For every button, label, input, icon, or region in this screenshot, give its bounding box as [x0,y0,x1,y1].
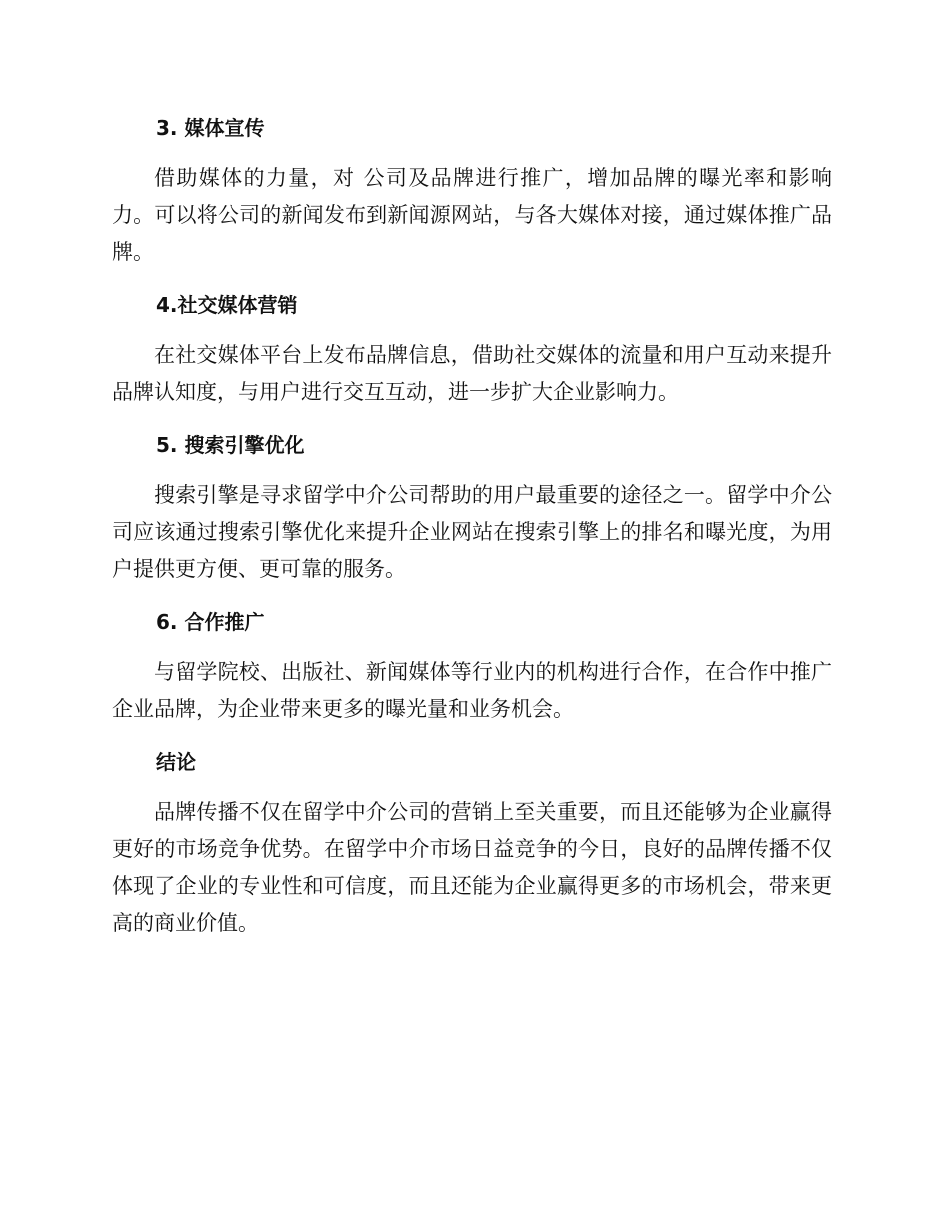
section-social-media-marketing [112,289,832,411]
section-conclusion [112,746,832,942]
section-paragraph: 在社交媒体平台上发布品牌信息，借助社交媒体的流量和用户互动来提升品牌认知度，与用户进行交互互动，进一步扩大企业影响力。 [112,343,832,404]
section-seo [112,429,832,588]
section-heading: 5. 搜索引擎优化 [156,433,305,457]
section-heading: 6. 合作推广 [156,610,265,634]
section-paragraph: 搜索引擎是寻求留学中介公司帮助的用户最重要的途径之一。留学中介公司应该通过搜索引擎优化来提升企业网站在搜索引擎上的排名和曝光度，为用户提供更方便、更可靠的服务。 [112,483,832,581]
section-paragraph: 借助媒体的力量，对 公司及品牌进行推广，增加品牌的曝光率和影响力。可以将公司的新闻发布到新闻源网站，与各大媒体对接，通过媒体推广品牌。 [112,166,832,264]
section-partnership-promotion [112,606,832,728]
section-heading: 结论 [156,750,196,774]
section-heading: 3. 媒体宣传 [156,116,265,140]
section-paragraph: 与留学院校、出版社、新闻媒体等行业内的机构进行合作，在合作中推广企业品牌，为企业带来更多的曝光量和业务机会。 [112,660,832,721]
section-heading: 4.社交媒体营销 [156,293,298,317]
document-body [112,112,832,960]
section-media-promotion [112,112,832,271]
section-paragraph: 品牌传播不仅在留学中介公司的营销上至关重要，而且还能够为企业赢得更好的市场竞争优势。在留学中介市场日益竞争的今日，良好的品牌传播不仅体现了企业的专业性和可信度，而且还能为企业赢得更多的市场机会，带来更高的商业价值。 [112,800,832,935]
